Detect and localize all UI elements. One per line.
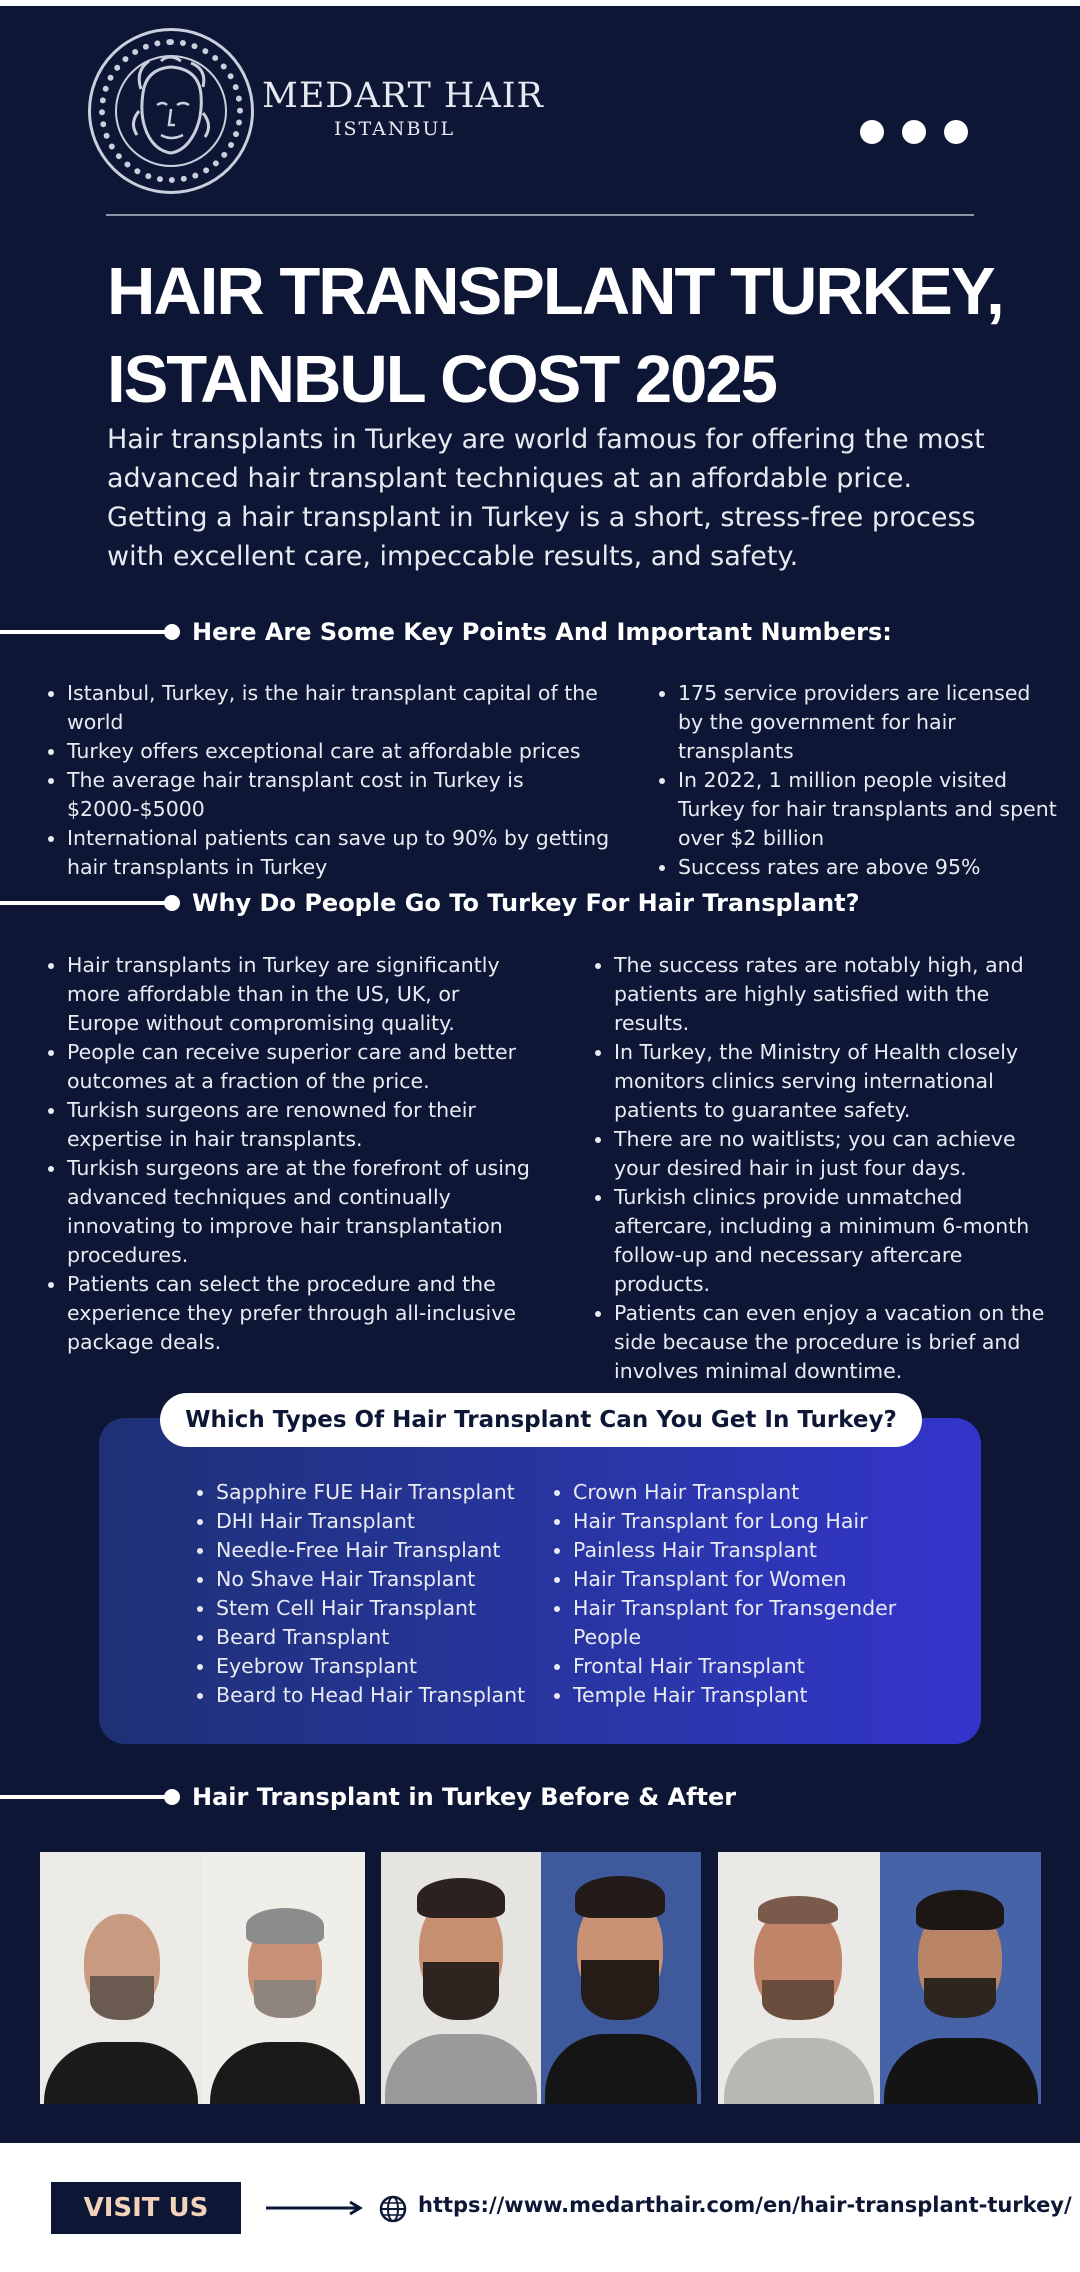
list-item: In 2022, 1 million people visited Turkey for hair transplants and spent over $2 billion: [657, 766, 1057, 853]
website-link[interactable]: https://www.medarthair.com/en/hair-transplant-turkey/: [418, 2193, 1072, 2217]
section-header-why: [0, 888, 860, 918]
header-line: [0, 901, 168, 905]
list-item: The success rates are notably high, and patients are highly satisfied with the results.: [593, 951, 1063, 1038]
intro-paragraph: Hair transplants in Turkey are world famous for offering the most advanced hair transplant techniques at an affordable price. Getting a hair transplant in Turkey is a short, stress-free process with excellent care, impeccable results, and safety.: [107, 424, 985, 572]
list-item: There are no waitlists; you can achieve your desired hair in just four days.: [593, 1125, 1063, 1183]
title-line-2: ISTANBUL COST 2025: [107, 342, 776, 417]
logo-medallion: [88, 28, 254, 194]
list-item: Frontal Hair Transplant: [552, 1652, 912, 1681]
types-heading-pill: Which Types Of Hair Transplant Can You Get In Turkey?: [160, 1393, 922, 1447]
list-item: No Shave Hair Transplant: [195, 1565, 535, 1594]
list-item: Hair Transplant for Transgender People: [552, 1594, 912, 1652]
brand-name: MEDART HAIR: [262, 76, 544, 116]
page-title: [107, 248, 1067, 424]
list-item: Patients can select the procedure and the experience they prefer through all-inclusive package deals.: [46, 1270, 536, 1357]
list-item: Temple Hair Transplant: [552, 1681, 912, 1710]
types-right-list: [552, 1478, 912, 1710]
section-title: Hair Transplant in Turkey Before & After: [192, 1783, 737, 1811]
list-item: Istanbul, Turkey, is the hair transplant capital of the world: [46, 679, 646, 737]
list-item: Needle-Free Hair Transplant: [195, 1536, 535, 1565]
list-item: Beard Transplant: [195, 1623, 535, 1652]
header-divider: [106, 214, 974, 216]
list-item: People can receive superior care and better outcomes at a fraction of the price.: [46, 1038, 536, 1096]
header-dot: [164, 624, 180, 640]
list-item: Success rates are above 95%: [657, 853, 1057, 882]
list-item: Stem Cell Hair Transplant: [195, 1594, 535, 1623]
key-points-right-list: [657, 679, 1057, 882]
before-after-photo-2: [381, 1852, 701, 2104]
list-item: Turkish surgeons are at the forefront of using advanced techniques and continually innovating to improve hair transplantation procedures.: [46, 1154, 536, 1270]
medusa-head-icon: [91, 31, 251, 191]
header-dot: [164, 895, 180, 911]
before-after-photo-3: [718, 1852, 1041, 2104]
header-line: [0, 1795, 168, 1799]
list-item: DHI Hair Transplant: [195, 1507, 535, 1536]
section-title: Why Do People Go To Turkey For Hair Transplant?: [192, 889, 860, 917]
section-header-before-after: [0, 1782, 736, 1812]
globe-icon: [378, 2194, 408, 2224]
list-item: Turkey offers exceptional care at affordable prices: [46, 737, 646, 766]
list-item: The average hair transplant cost in Turkey is $2000-$5000: [46, 766, 566, 824]
key-points-left-list: [46, 679, 646, 882]
header-dot: [164, 1789, 180, 1805]
list-item: Eyebrow Transplant: [195, 1652, 535, 1681]
list-item: Turkish clinics provide unmatched aftercare, including a minimum 6-month follow-up and necessary aftercare products.: [593, 1183, 1063, 1299]
title-line-1: HAIR TRANSPLANT TURKEY,: [107, 254, 1003, 329]
list-item: Hair Transplant for Women: [552, 1565, 912, 1594]
section-header-key-points: [0, 617, 892, 647]
section-title: Here Are Some Key Points And Important Numbers:: [192, 618, 892, 646]
list-item: Hair Transplant for Long Hair: [552, 1507, 912, 1536]
more-dots-icon[interactable]: [860, 120, 968, 144]
before-after-photo-1: [40, 1852, 365, 2104]
why-right-list: [593, 951, 1063, 1386]
list-item: 175 service providers are licensed by the government for hair transplants: [657, 679, 1057, 766]
brand-city: ISTANBUL: [334, 118, 456, 140]
why-left-list: [46, 951, 536, 1357]
list-item: Patients can even enjoy a vacation on the side because the procedure is brief and involves minimal downtime.: [593, 1299, 1063, 1386]
types-left-list: [195, 1478, 535, 1710]
list-item: International patients can save up to 90% by getting hair transplants in Turkey: [46, 824, 646, 882]
arrow-right-icon: [266, 2200, 366, 2216]
list-item: In Turkey, the Ministry of Health closely monitors clinics serving international patients to guarantee safety.: [593, 1038, 1063, 1125]
list-item: Sapphire FUE Hair Transplant: [195, 1478, 535, 1507]
list-item: Painless Hair Transplant: [552, 1536, 912, 1565]
list-item: Crown Hair Transplant: [552, 1478, 912, 1507]
visit-us-button[interactable]: VISIT US: [51, 2182, 241, 2234]
list-item: Beard to Head Hair Transplant: [195, 1681, 535, 1710]
list-item: Hair transplants in Turkey are significantly more affordable than in the US, UK, or Europe without compromising quality.: [46, 951, 536, 1038]
list-item: Turkish surgeons are renowned for their expertise in hair transplants.: [46, 1096, 536, 1154]
header-line: [0, 630, 168, 634]
